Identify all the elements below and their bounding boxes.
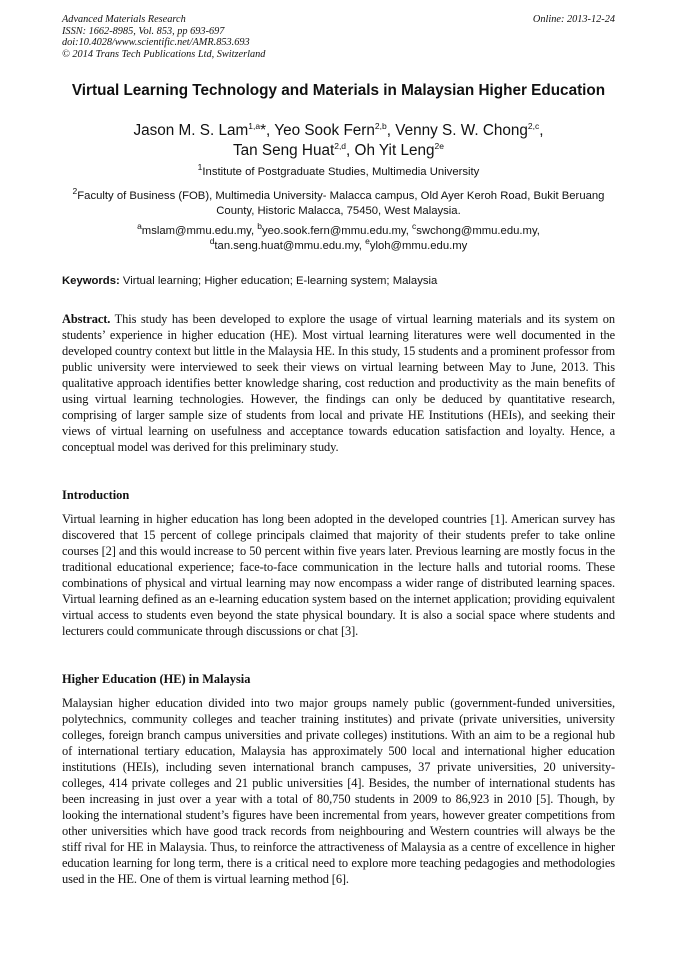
email-list bbox=[62, 221, 615, 254]
journal-issn: ISSN: 1662-8985, Vol. 853, pp 693-697 bbox=[62, 25, 225, 37]
author-affiliation-mark: 2,b bbox=[374, 120, 387, 131]
author-separator: , bbox=[539, 122, 544, 139]
email-address: yloh@mmu.edu.my bbox=[369, 240, 468, 252]
author-affiliation-mark: 2e bbox=[434, 140, 444, 151]
author-affiliation-mark: 1,a bbox=[248, 120, 261, 131]
email-address: swchong@mmu.edu.my, bbox=[416, 225, 540, 237]
email-mark: a bbox=[137, 221, 142, 232]
journal-header bbox=[62, 14, 265, 60]
author-name: Yeo Sook Fern bbox=[274, 122, 375, 139]
email-address: yeo.sook.fern@mmu.edu.my, bbox=[262, 225, 413, 237]
journal-name: Advanced Materials Research bbox=[62, 14, 186, 25]
author-separator: *, bbox=[260, 122, 275, 139]
email-mark: e bbox=[365, 236, 370, 247]
author-affiliation-mark: 2,d bbox=[334, 140, 347, 151]
abstract-text: This study has been developed to explore the usage of virtual learning materials and its system on students’ experience in higher education (HE). Most virtual learning literatures were well documented in the developed country context but little in the Malaysia HE. In this study, 15 students and a prominent professor from public university were interviewed to seek their views on virtual learning between May to June, 2013. This qualitative approach identifies better knowledge sharing, cost reduction and productivity as the main benefits of using virtual learning technologies. However, the findings can only be deduced by quantitative research, comprising of larger sample size of students from local and private HE Institutions (HEIs), and seeking their views of virtual learning on usefulness and acceptance towards education satisfaction and loyalty. Hence, a conceptual model was derived for this preliminary study. bbox=[62, 312, 615, 454]
author-list bbox=[62, 121, 615, 161]
author-name: Tan Seng Huat bbox=[233, 142, 335, 159]
introduction-text: Virtual learning in higher education has long been adopted in the developed countries [1]. American survey has discovered that 15 percent of college principals claimed that majority of their students prefer to take online courses [2] and this would increase to 50 percent within five years later. Previous learning are mostly focus in the traditional educational experience; face-to-face communication in the lecture halls and tutorial rooms. These combinations of physical and virtual learning may now encompass a wider range of distributed learning spaces. Virtual learning defined as an e-learning education system based on the internet application; providing equivalent virtual access to students even beyond the state physical boundary. It is also a social space where students and lecturers could communicate through discussions or chat [3]. bbox=[62, 512, 615, 638]
higher-education-heading: Higher Education (HE) in Malaysia bbox=[62, 672, 251, 686]
author-affiliation-mark: 2,c bbox=[527, 120, 540, 131]
online-date: Online: 2013-12-24 bbox=[532, 14, 615, 25]
author-name: Jason M. S. Lam bbox=[133, 122, 249, 139]
email-mark: b bbox=[257, 221, 262, 232]
abstract-label: Abstract. bbox=[62, 312, 111, 326]
author-separator: , bbox=[386, 122, 396, 139]
author-separator: , bbox=[346, 142, 355, 159]
higher-education-text: Malaysian higher education divided into two major groups namely public (government-funded universities, polytechnics, community colleges and teacher training institutes) and private (private universities, university colleges, foreign branch campus universities and private colleges) institutions. With an aim to be a regional hub of international tertiary education, Malaysia has approximately 500 local and international higher education institutions (HEIs), including seven international branch campuses, 37 private universities, 20 university-colleges, 414 private colleges and 21 public universities [4]. Besides, the number of international students has been increasing in just over a year with a total of 80,750 students in 2009 to 86,923 in 2010 [5]. Though, by looking the international student’s figures have been incremental from years, however greater competitions from other universities which have good track records from neighbouring and Western countries will always be the stiff rival for HE in Malaysia. Thus, to reinforce the attractiveness of Malaysia as a centre of excellence in higher education learning for long term, there is a critical need to explore more teaching pedagogies and methodologies used in the HE. One of them is virtual learning method [6]. bbox=[62, 696, 615, 886]
email-mark: c bbox=[412, 221, 417, 232]
email-address: tan.seng.huat@mmu.edu.my, bbox=[214, 240, 366, 252]
introduction-heading: Introduction bbox=[62, 488, 130, 502]
email-mark: d bbox=[209, 236, 215, 247]
keywords-label: Keywords: bbox=[62, 275, 120, 287]
paper-title: Virtual Learning Technology and Materials in Malaysian Higher Education bbox=[71, 82, 606, 99]
journal-doi: doi:10.4028/www.scientific.net/AMR.853.693 bbox=[62, 37, 250, 49]
email-address: mslam@mmu.edu.my, bbox=[141, 225, 258, 237]
affiliation-2 bbox=[62, 186, 615, 219]
affiliation-text: Institute of Postgraduate Studies, Multimedia University bbox=[202, 166, 480, 178]
author-name: Venny S. W. Chong bbox=[395, 122, 528, 139]
author-name: Oh Yit Leng bbox=[354, 142, 435, 159]
affiliation-1 bbox=[62, 162, 615, 180]
abstract bbox=[62, 311, 615, 455]
keywords bbox=[62, 274, 615, 288]
keywords-text: Virtual learning; Higher education; E-learning system; Malaysia bbox=[119, 275, 438, 287]
affiliation-mark: 2 bbox=[72, 186, 78, 197]
affiliation-mark: 1 bbox=[197, 162, 203, 173]
affiliation-text: Faculty of Business (FOB), Multimedia University- Malacca campus, Old Ayer Keroh Road, Bukit Beruang County, Historic Malacca, 75450, West Malaysia. bbox=[77, 190, 605, 217]
journal-copyright: © 2014 Trans Tech Publications Ltd, Switzerland bbox=[62, 48, 266, 60]
